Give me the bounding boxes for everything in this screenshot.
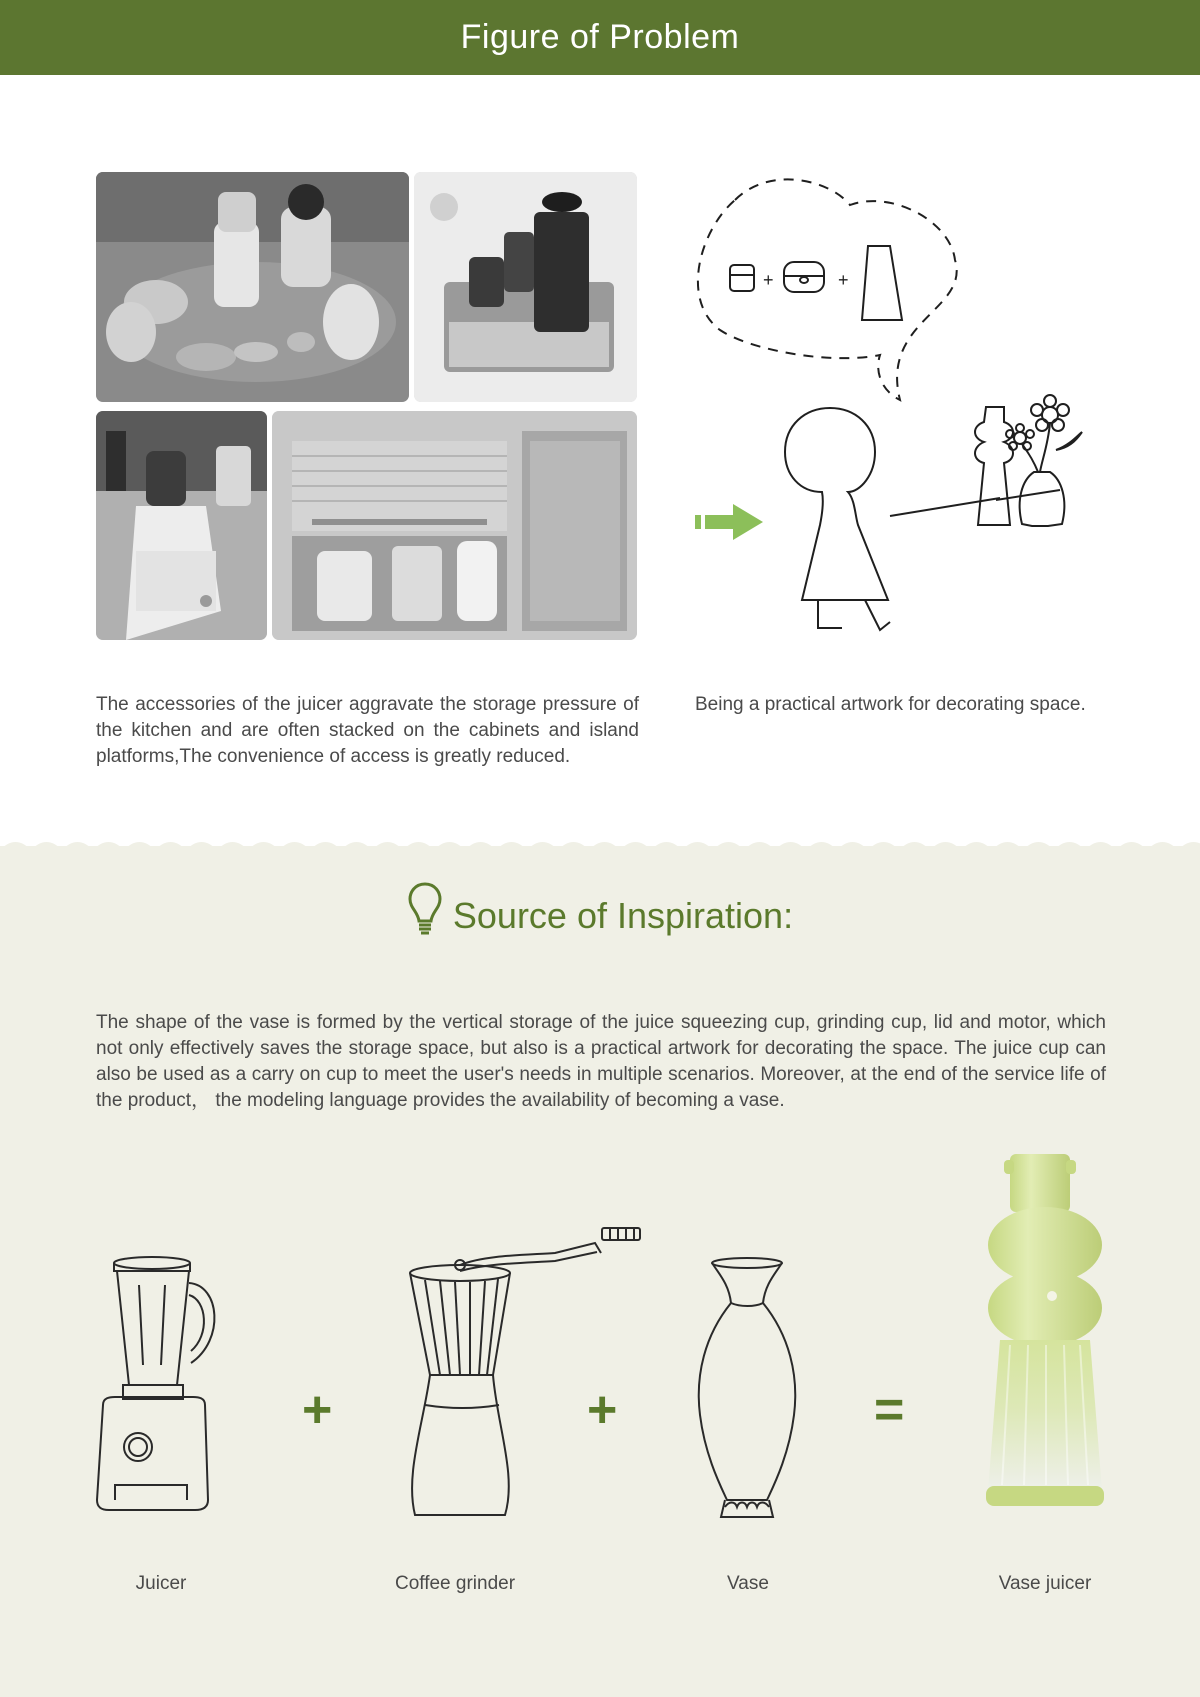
flower-vase (1020, 472, 1065, 526)
inspiration-heading (0, 895, 1200, 937)
plus-operator-1: + (302, 1381, 333, 1439)
inspiration-body: The shape of the vase is formed by the vertical storage of the juice squeezing cup, grinding cup, lid and motor, which not only effectively saves the storage space, but also is a practical artwork for decorating the space. The juice cup can also be used as a carry on cup to meet the user's needs in multiple scenarios. Moreover, at the end of the service life of the product， the modeling language provides the availability of becoming a vase. (96, 1012, 1106, 1111)
header-title: Figure of Problem (460, 18, 740, 56)
photo-accessories-on-table (96, 172, 409, 402)
equals-operator: = (874, 1381, 905, 1439)
photo-appliances-in-cabinet (272, 411, 637, 640)
vase-icon (695, 1255, 800, 1525)
photo-blender-on-counter (96, 411, 267, 640)
person (785, 408, 888, 600)
caption-vase: Vase (727, 1573, 769, 1594)
flower-icon (1006, 395, 1082, 472)
lightbulb-icon (407, 881, 443, 937)
thought-sketch-illustration (690, 170, 1110, 640)
problem-caption-left: The accessories of the juicer aggravate the storage pressure of the kitchen and are often stacked on the cabinets and island platforms,The convenience of access is greatly reduced. (96, 694, 639, 767)
problem-caption-right: Being a practical artwork for decorating space. (695, 694, 1086, 715)
caption-vase-juicer: Vase juicer (998, 1573, 1092, 1594)
page-header (0, 0, 1200, 75)
plus-operator-2: + (587, 1381, 618, 1439)
thought-bubble (698, 179, 957, 400)
photo-parts-in-basket (414, 172, 637, 402)
svg-text:+: + (763, 270, 774, 290)
coffee-grinder-icon (405, 1225, 645, 1525)
scalloped-edge (0, 836, 1200, 860)
cup-icon (862, 246, 902, 320)
caption-coffee-grinder: Coffee grinder (394, 1573, 516, 1594)
mini-vase-juicer (975, 407, 1013, 525)
vase-juicer-render (980, 1150, 1110, 1515)
caption-juicer: Juicer (135, 1573, 187, 1594)
svg-text:+: + (838, 270, 849, 290)
inspiration-title: Source of Inspiration: (452, 895, 794, 936)
lid-icon (730, 265, 754, 291)
juicer-icon (95, 1255, 235, 1520)
